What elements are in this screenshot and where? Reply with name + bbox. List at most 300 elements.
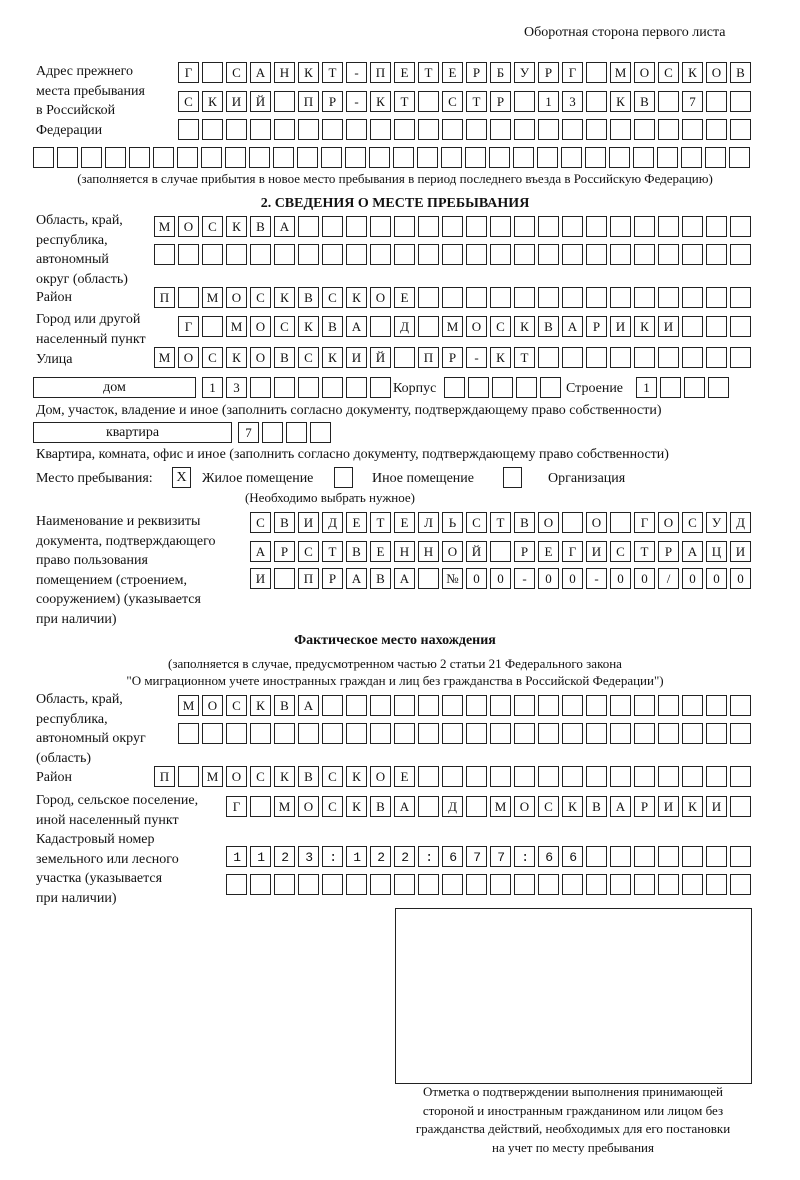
char-cell	[610, 695, 631, 716]
char-cell: С	[322, 287, 343, 308]
char-cell: А	[274, 216, 295, 237]
char-cell: 0	[562, 568, 583, 589]
char-cell	[202, 62, 223, 83]
char-cell	[346, 377, 367, 398]
char-cell	[514, 723, 535, 744]
char-cell: И	[346, 347, 367, 368]
char-cell	[394, 874, 415, 895]
char-cell	[468, 377, 489, 398]
korpus-label: Корпус	[393, 381, 437, 396]
char-cell	[708, 377, 729, 398]
char-cell	[682, 874, 703, 895]
char-cell	[489, 147, 510, 168]
char-cell	[562, 766, 583, 787]
char-cell: К	[274, 287, 295, 308]
char-cell: Е	[394, 512, 415, 533]
char-cell	[562, 512, 583, 533]
char-cell	[442, 723, 463, 744]
char-cell: №	[442, 568, 463, 589]
char-cell	[658, 244, 679, 265]
char-cell	[298, 874, 319, 895]
char-cell	[682, 723, 703, 744]
residential-label: Жилое помещение	[202, 471, 314, 486]
char-cell: Е	[346, 512, 367, 533]
char-cell: К	[298, 62, 319, 83]
char-cell: С	[298, 347, 319, 368]
char-cell	[658, 766, 679, 787]
city-label: Город или другой населенный пункт	[36, 312, 146, 347]
char-cell: Й	[466, 541, 487, 562]
char-cell	[274, 91, 295, 112]
char-cell	[394, 244, 415, 265]
char-cell: К	[226, 216, 247, 237]
char-cell: М	[274, 796, 295, 817]
char-cell: И	[226, 91, 247, 112]
char-cell: К	[514, 316, 535, 337]
char-cell	[369, 147, 390, 168]
char-cell	[610, 287, 631, 308]
char-cell: К	[490, 347, 511, 368]
char-cell: 3	[226, 377, 247, 398]
char-cell: 3	[562, 91, 583, 112]
char-cell	[706, 695, 727, 716]
char-cell: С	[322, 766, 343, 787]
char-cell: О	[706, 62, 727, 83]
char-cell: В	[250, 216, 271, 237]
char-cell	[466, 244, 487, 265]
char-cell	[658, 91, 679, 112]
char-cell: К	[346, 796, 367, 817]
char-cell	[322, 874, 343, 895]
char-cell: Е	[538, 541, 559, 562]
char-cell	[298, 119, 319, 140]
char-cell	[418, 568, 439, 589]
char-cell	[250, 244, 271, 265]
char-cell: -	[586, 568, 607, 589]
char-cell: О	[370, 766, 391, 787]
char-cell	[610, 512, 631, 533]
house-type-box: дом	[33, 377, 196, 398]
char-cell	[370, 377, 391, 398]
char-cell	[658, 347, 679, 368]
char-cell	[634, 874, 655, 895]
char-cell	[610, 723, 631, 744]
char-cell	[250, 874, 271, 895]
char-cell: П	[154, 287, 175, 308]
char-cell: О	[298, 796, 319, 817]
char-cell	[730, 846, 751, 867]
char-cell	[706, 846, 727, 867]
char-cell: О	[658, 512, 679, 533]
char-cell	[729, 147, 750, 168]
char-cell	[730, 695, 751, 716]
char-cell	[322, 723, 343, 744]
char-cell: С	[202, 216, 223, 237]
char-cell	[178, 287, 199, 308]
char-cell: Е	[370, 541, 391, 562]
char-cell	[297, 147, 318, 168]
char-cell: О	[226, 766, 247, 787]
char-cell	[346, 695, 367, 716]
char-cell	[585, 147, 606, 168]
char-cell	[682, 216, 703, 237]
char-cell: У	[514, 62, 535, 83]
confirmation-stamp-box	[395, 908, 752, 1084]
char-cell	[538, 287, 559, 308]
char-cell	[561, 147, 582, 168]
char-cell: И	[586, 541, 607, 562]
char-cell: А	[250, 541, 271, 562]
char-cell: К	[682, 62, 703, 83]
char-cell: С	[682, 512, 703, 533]
char-cell	[202, 119, 223, 140]
char-cell: С	[250, 287, 271, 308]
previous-address-note: (заполняется в случае прибытия в новое место пребывания в период последнего въезда в Российскую Федерацию)	[77, 171, 713, 186]
char-cell	[370, 119, 391, 140]
char-cell	[634, 695, 655, 716]
char-cell	[442, 216, 463, 237]
char-cell	[177, 147, 198, 168]
char-cell: О	[202, 695, 223, 716]
char-cell	[418, 91, 439, 112]
char-cell	[370, 216, 391, 237]
char-cell: С	[658, 62, 679, 83]
char-cell: П	[370, 62, 391, 83]
char-cell	[610, 216, 631, 237]
char-cell	[514, 216, 535, 237]
char-cell: В	[322, 316, 343, 337]
char-cell	[490, 766, 511, 787]
char-cell: Е	[394, 62, 415, 83]
char-cell: Р	[322, 91, 343, 112]
char-cell: А	[682, 541, 703, 562]
char-cell	[274, 874, 295, 895]
char-cell	[730, 287, 751, 308]
char-cell	[418, 874, 439, 895]
char-cell	[466, 695, 487, 716]
char-cell	[681, 147, 702, 168]
stay-place-label: Место пребывания:	[36, 471, 153, 486]
char-cell	[562, 119, 583, 140]
char-cell	[610, 119, 631, 140]
char-cell	[442, 874, 463, 895]
char-cell: Е	[394, 766, 415, 787]
char-cell	[657, 147, 678, 168]
char-cell	[298, 216, 319, 237]
char-cell: К	[346, 766, 367, 787]
char-cell: О	[178, 216, 199, 237]
char-cell	[490, 287, 511, 308]
char-cell	[418, 287, 439, 308]
char-cell: Г	[178, 62, 199, 83]
char-cell	[682, 766, 703, 787]
char-cell	[298, 377, 319, 398]
char-cell: С	[538, 796, 559, 817]
char-cell	[562, 216, 583, 237]
char-cell	[634, 846, 655, 867]
char-cell	[394, 347, 415, 368]
char-cell: В	[274, 695, 295, 716]
char-cell	[706, 119, 727, 140]
char-cell: Р	[322, 568, 343, 589]
char-cell	[586, 874, 607, 895]
char-cell	[466, 766, 487, 787]
char-cell: К	[202, 91, 223, 112]
char-cell	[418, 766, 439, 787]
char-cell: В	[298, 766, 319, 787]
char-cell: С	[274, 316, 295, 337]
char-cell	[682, 347, 703, 368]
char-cell: О	[250, 347, 271, 368]
char-cell: И	[730, 541, 751, 562]
char-cell: А	[394, 568, 415, 589]
char-cell	[250, 723, 271, 744]
char-cell: С	[466, 512, 487, 533]
char-cell: К	[634, 316, 655, 337]
char-cell: Т	[418, 62, 439, 83]
char-cell: Т	[490, 512, 511, 533]
organization-label: Организация	[548, 471, 626, 486]
char-cell: 1	[538, 91, 559, 112]
confirmation-caption: Отметка о подтверждении выполнения принимающей стороной и иностранным гражданином или лицом без гражданства действий, необходимых для его постановки на учет по месту пребывания	[415, 1084, 731, 1155]
char-cell: К	[682, 796, 703, 817]
char-cell	[586, 695, 607, 716]
char-cell: К	[298, 316, 319, 337]
page-side-label: Оборотная сторона первого листа	[524, 25, 726, 40]
char-cell: П	[418, 347, 439, 368]
char-cell	[178, 119, 199, 140]
char-cell: К	[226, 347, 247, 368]
region-label: Область, край, республика, автономный округ (область)	[36, 213, 128, 287]
char-cell: М	[202, 287, 223, 308]
char-cell	[202, 316, 223, 337]
char-cell	[274, 568, 295, 589]
char-cell	[202, 244, 223, 265]
char-cell: 1	[202, 377, 223, 398]
char-cell	[538, 347, 559, 368]
char-cell	[586, 723, 607, 744]
char-cell	[466, 874, 487, 895]
char-cell: Р	[274, 541, 295, 562]
char-cell	[730, 874, 751, 895]
char-cell: Е	[394, 287, 415, 308]
char-cell: Т	[466, 91, 487, 112]
char-cell: Г	[226, 796, 247, 817]
actual-location-note-1: (заполняется в случае, предусмотренном частью 2 статьи 21 Федерального закона	[168, 656, 622, 671]
char-cell: С	[322, 796, 343, 817]
char-cell	[586, 91, 607, 112]
char-cell	[730, 796, 751, 817]
char-cell	[298, 244, 319, 265]
char-cell: В	[514, 512, 535, 533]
char-cell: Ц	[706, 541, 727, 562]
char-cell	[514, 695, 535, 716]
char-cell: 0	[706, 568, 727, 589]
char-cell	[514, 874, 535, 895]
char-cell	[490, 244, 511, 265]
char-cell	[346, 874, 367, 895]
char-cell	[153, 147, 174, 168]
char-cell: С	[202, 347, 223, 368]
char-cell: И	[298, 512, 319, 533]
char-cell: А	[346, 568, 367, 589]
char-cell	[634, 244, 655, 265]
char-cell: Е	[442, 62, 463, 83]
char-cell	[705, 147, 726, 168]
char-cell: /	[658, 568, 679, 589]
char-cell: К	[250, 695, 271, 716]
char-cell	[706, 766, 727, 787]
char-cell: И	[658, 796, 679, 817]
char-cell	[514, 287, 535, 308]
char-cell	[466, 287, 487, 308]
char-cell	[682, 316, 703, 337]
char-cell: -	[346, 62, 367, 83]
char-cell	[274, 119, 295, 140]
char-cell	[370, 244, 391, 265]
char-cell: О	[538, 512, 559, 533]
organization-checkbox[interactable]	[503, 467, 522, 488]
char-cell	[154, 244, 175, 265]
cadastral-number: 1123:122:677:66	[233, 849, 594, 865]
char-cell	[682, 287, 703, 308]
char-cell	[562, 244, 583, 265]
char-cell: А	[562, 316, 583, 337]
char-cell	[610, 347, 631, 368]
char-cell	[730, 244, 751, 265]
char-cell	[730, 91, 751, 112]
section-2-title: 2. СВЕДЕНИЯ О МЕСТЕ ПРЕБЫВАНИЯ	[260, 196, 530, 211]
char-cell	[538, 766, 559, 787]
char-cell: О	[178, 347, 199, 368]
char-cell	[393, 147, 414, 168]
char-cell: -	[346, 91, 367, 112]
char-cell	[418, 695, 439, 716]
char-cell	[586, 216, 607, 237]
char-cell: 0	[466, 568, 487, 589]
char-cell	[658, 695, 679, 716]
other-premises-checkbox[interactable]	[334, 467, 353, 488]
char-cell	[178, 766, 199, 787]
char-cell	[634, 216, 655, 237]
char-cell	[562, 723, 583, 744]
char-cell	[178, 244, 199, 265]
char-cell: В	[634, 91, 655, 112]
char-cell	[225, 147, 246, 168]
char-cell	[658, 874, 679, 895]
char-cell: А	[250, 62, 271, 83]
char-cell: Н	[394, 541, 415, 562]
char-cell	[586, 766, 607, 787]
char-cell	[538, 244, 559, 265]
char-cell: Р	[442, 347, 463, 368]
char-cell	[418, 216, 439, 237]
char-cell: К	[562, 796, 583, 817]
char-cell: Д	[442, 796, 463, 817]
char-cell: М	[178, 695, 199, 716]
char-cell	[33, 147, 54, 168]
char-cell: С	[610, 541, 631, 562]
char-cell	[322, 377, 343, 398]
char-cell	[442, 244, 463, 265]
char-cell: О	[250, 316, 271, 337]
char-cell: -	[466, 347, 487, 368]
char-cell	[586, 244, 607, 265]
char-cell: П	[298, 91, 319, 112]
char-cell: К	[274, 766, 295, 787]
char-cell	[442, 766, 463, 787]
char-cell: 7	[238, 422, 259, 443]
char-cell: К	[370, 91, 391, 112]
char-cell: М	[442, 316, 463, 337]
char-cell: И	[610, 316, 631, 337]
char-cell	[418, 723, 439, 744]
char-cell: 0	[634, 568, 655, 589]
char-cell	[634, 287, 655, 308]
char-cell: Ь	[442, 512, 463, 533]
char-cell: В	[298, 287, 319, 308]
char-cell: 0	[610, 568, 631, 589]
char-cell: У	[706, 512, 727, 533]
char-cell: Т	[394, 91, 415, 112]
char-cell	[444, 377, 465, 398]
residential-checkbox[interactable]: X	[172, 467, 191, 488]
char-cell	[538, 874, 559, 895]
char-cell	[322, 695, 343, 716]
char-cell	[418, 316, 439, 337]
char-cell	[226, 244, 247, 265]
street-label: Улица	[36, 352, 73, 367]
char-cell	[346, 216, 367, 237]
char-cell	[490, 723, 511, 744]
char-cell	[586, 119, 607, 140]
char-cell	[634, 119, 655, 140]
char-cell	[706, 723, 727, 744]
char-cell	[178, 723, 199, 744]
char-cell: Д	[730, 512, 751, 533]
char-cell: С	[250, 512, 271, 533]
char-cell	[730, 316, 751, 337]
char-cell: -	[514, 568, 535, 589]
char-cell: С	[226, 62, 247, 83]
char-cell: Р	[658, 541, 679, 562]
char-cell	[442, 287, 463, 308]
actual-location-note-2: "О миграционном учете иностранных граждан и лиц без гражданства в Российской Федерации")	[126, 673, 664, 688]
previous-address-label: Адрес прежнего места пребывания в Российской Федерации	[36, 64, 145, 138]
char-cell: 0	[682, 568, 703, 589]
char-cell: Р	[466, 62, 487, 83]
char-cell: 7	[682, 91, 703, 112]
char-cell	[345, 147, 366, 168]
char-cell: К	[610, 91, 631, 112]
char-cell	[586, 347, 607, 368]
char-cell: С	[250, 766, 271, 787]
char-cell	[562, 695, 583, 716]
char-cell	[562, 287, 583, 308]
char-cell	[514, 119, 535, 140]
char-cell	[466, 119, 487, 140]
char-cell: 1	[636, 377, 657, 398]
char-cell: Н	[274, 62, 295, 83]
char-cell	[250, 377, 271, 398]
char-cell	[658, 119, 679, 140]
char-cell	[586, 62, 607, 83]
char-cell	[684, 377, 705, 398]
char-cell	[417, 147, 438, 168]
char-cell	[81, 147, 102, 168]
char-cell	[730, 119, 751, 140]
char-cell	[442, 119, 463, 140]
